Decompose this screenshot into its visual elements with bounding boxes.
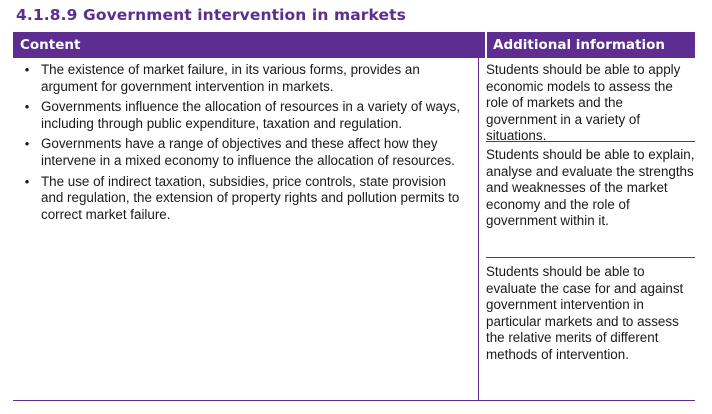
content-bullet-text: Governments have a range of objectives and these affect how they intervene in a mixed economy to influence the allocation of resources. <box>41 136 455 168</box>
specification-table <box>13 32 695 401</box>
additional-information-column-header: Additional information <box>493 37 665 53</box>
additional-info-block: Students should be able to evaluate the case for and against government intervention in particular markets and to assess the relative merits of different methods of intervention. <box>486 264 684 362</box>
section-title: 4.1.8.9 Government intervention in markets <box>16 6 406 24</box>
table-header-row <box>13 32 695 58</box>
additional-info-block: Students should be able to apply economic models to assess the role of markets and the government in a variety of situations. <box>486 58 695 142</box>
table-body-row <box>13 58 695 401</box>
bullet-icon: • <box>24 62 30 77</box>
content-bullet-item <box>13 62 478 95</box>
bullet-icon: • <box>24 173 30 189</box>
content-bullet-item <box>13 99 478 132</box>
content-bullet-text: The existence of market failure, in its various forms, provides an argument for government intervention in markets. <box>41 62 420 94</box>
content-bullet-text: The use of indirect taxation, subsidies, price controls, state provision and regulation, the extension of property rights and pollution permits to correct market failure. <box>41 173 460 222</box>
content-column <box>13 58 479 400</box>
content-bullet-item <box>13 174 478 224</box>
additional-information-column <box>479 58 695 400</box>
bullet-icon: • <box>24 99 30 115</box>
content-column-header: Content <box>13 32 487 58</box>
additional-info-block: Students should be able to explain, analyse and evaluate the strengths and weaknesses of the market economy and the role of government within it. <box>486 142 695 258</box>
content-bullet-item <box>13 136 478 169</box>
content-bullet-text: Governments influence the allocation of resources in a variety of ways, including through public expenditure, taxation and regulation. <box>41 99 461 131</box>
bullet-icon: • <box>24 136 30 152</box>
